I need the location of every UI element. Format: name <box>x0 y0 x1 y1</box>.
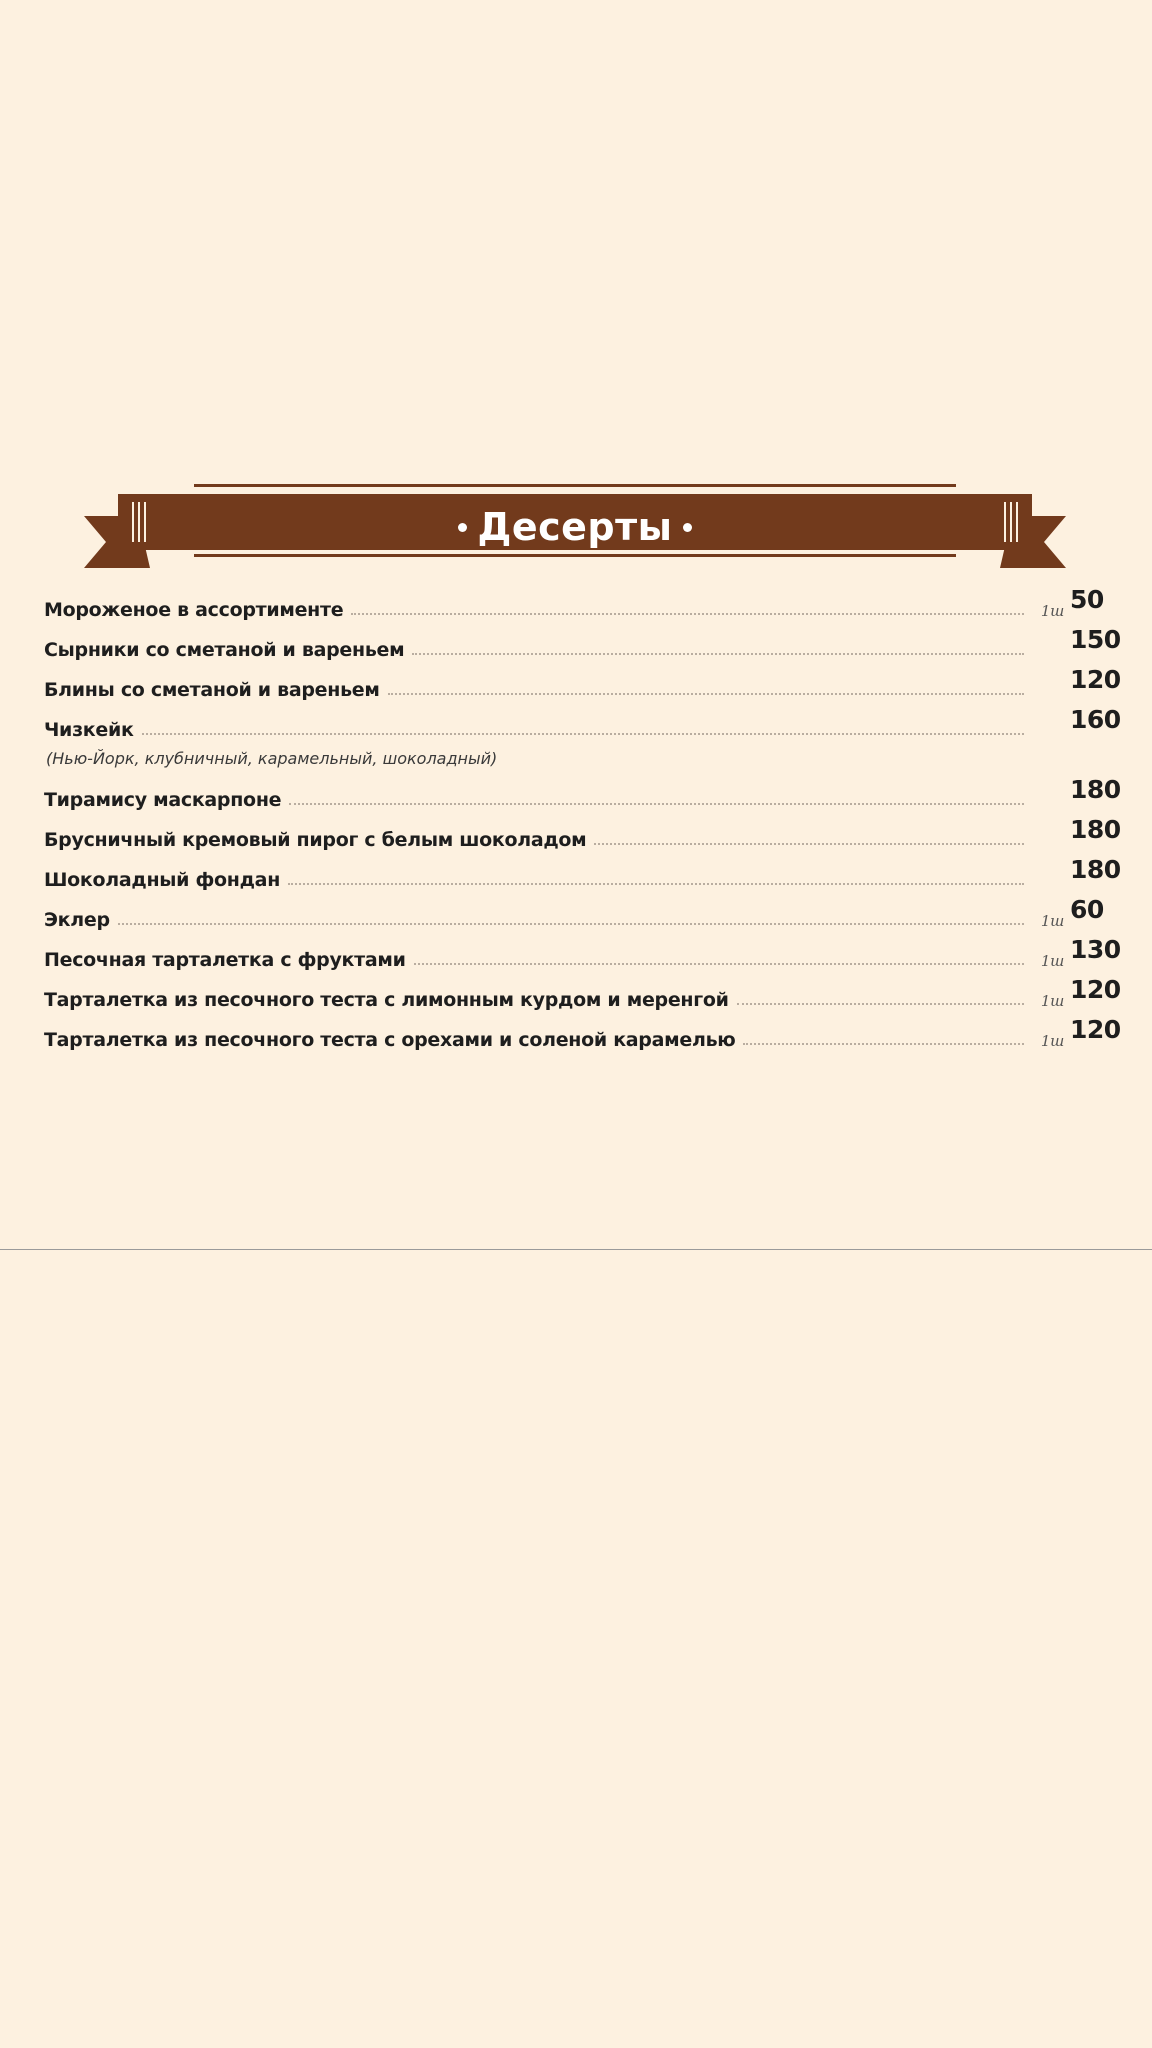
page-divider <box>0 1249 1152 1250</box>
item-name: Блины со сметаной и вареньем <box>44 679 380 701</box>
item-name: Мороженое в ассортименте <box>44 599 344 621</box>
dot-leader <box>412 652 1024 655</box>
item-price: 180 <box>1070 815 1121 844</box>
item-price: 180 <box>1070 775 1121 804</box>
menu-item <box>44 664 1121 704</box>
menu-item <box>44 624 1121 664</box>
item-name: Шоколадный фондан <box>44 869 281 891</box>
item-price: 180 <box>1070 855 1121 884</box>
item-unit: 1ш <box>1040 992 1064 1010</box>
section-title-text: Десерты <box>477 505 673 549</box>
item-name: Сырники со сметаной и вареньем <box>44 639 405 661</box>
dot-leader <box>594 842 1024 845</box>
dot-leader <box>288 882 1024 885</box>
dot-leader <box>743 1042 1024 1045</box>
dot-leader <box>351 612 1024 615</box>
item-unit: 1ш <box>1040 952 1064 970</box>
item-name: Чизкейк <box>44 719 134 741</box>
dot-leader <box>414 962 1024 965</box>
dot-leader <box>142 732 1024 735</box>
menu-item <box>44 704 1121 744</box>
bullet-icon <box>683 523 692 532</box>
item-name: Песочная тарталетка с фруктами <box>44 949 406 971</box>
item-name: Тарталетка из песочного теста с орехами и соленой карамелью <box>44 1029 736 1051</box>
dot-leader <box>388 692 1024 695</box>
item-unit: 1ш <box>1040 912 1064 930</box>
item-price: 50 <box>1070 585 1104 614</box>
menu-item <box>44 1014 1121 1054</box>
item-note: (Нью-Йорк, клубничный, карамельный, шоколадный) <box>46 749 498 768</box>
section-title <box>198 492 952 562</box>
item-name: Тирамису маскарпоне <box>44 789 282 811</box>
item-price: 60 <box>1070 895 1104 924</box>
dot-leader <box>118 922 1024 925</box>
item-price: 120 <box>1070 1015 1121 1044</box>
dessert-list <box>44 584 1121 1054</box>
item-name: Эклер <box>44 909 110 931</box>
item-name: Тарталетка из песочного теста с лимонным курдом и меренгой <box>44 989 729 1011</box>
menu-item <box>44 584 1116 624</box>
item-price: 120 <box>1070 975 1121 1004</box>
section-banner <box>80 482 1070 572</box>
menu-item <box>44 854 1121 894</box>
menu-item <box>44 814 1121 854</box>
item-price: 130 <box>1070 935 1121 964</box>
menu-item <box>44 974 1121 1014</box>
menu-item <box>44 894 1116 934</box>
dot-leader <box>737 1002 1024 1005</box>
menu-item <box>44 934 1121 974</box>
dot-leader <box>289 802 1024 805</box>
item-unit: 1ш <box>1040 602 1064 620</box>
item-unit: 1ш <box>1040 1032 1064 1050</box>
item-price: 160 <box>1070 705 1121 734</box>
item-name: Брусничный кремовый пирог с белым шоколадом <box>44 829 587 851</box>
menu-item <box>44 774 1121 814</box>
item-price: 120 <box>1070 665 1121 694</box>
bullet-icon <box>458 523 467 532</box>
item-price: 150 <box>1070 625 1121 654</box>
